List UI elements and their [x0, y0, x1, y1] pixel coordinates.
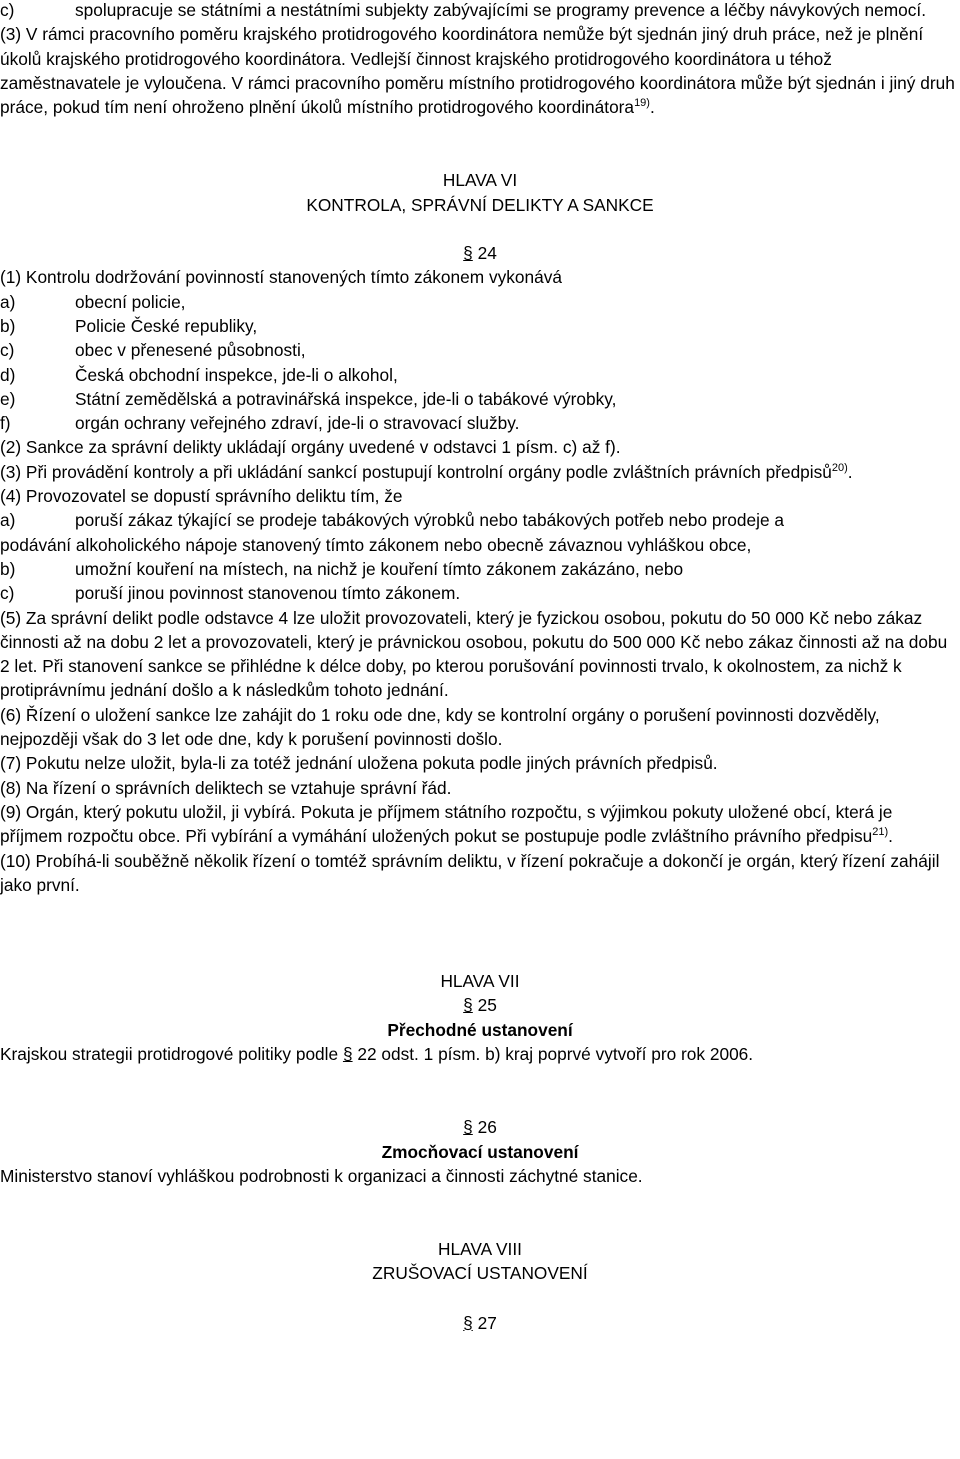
chapter-heading: HLAVA VII — [440, 971, 520, 992]
paragraph-9 — [0, 800, 960, 849]
section-heading — [0, 1311, 960, 1335]
item-label: c) — [0, 0, 15, 20]
paragraph-3b — [0, 460, 960, 484]
section-heading — [0, 1115, 960, 1139]
item-text: Policie České republiky, — [75, 315, 258, 336]
item-label: f) — [0, 413, 11, 434]
section-mark: § — [463, 995, 473, 1016]
section-number: 26 — [472, 1117, 497, 1138]
section-text-part: Krajskou strategii protidrogové politiky podle — [0, 1043, 343, 1064]
paragraph-8: (8) Na řízení o správních deliktech se vztahuje správní řád. — [0, 777, 452, 798]
item-text: Státní zemědělská a potravinářská inspekce, jde-li o tabákové výrobky, — [75, 388, 617, 409]
section-heading — [0, 241, 960, 265]
paragraph-10: (10) Probíhá-li souběžně několik řízení o tomtéž správním deliktu, v řízení pokračuje a dokončí je orgán, který řízení zahájil jako první. — [0, 850, 940, 895]
item-text: spolupracuje se státními a nestátními subjekty zabývajícími se programy prevence a léčby návykových nemocí. — [75, 0, 927, 20]
item-label: c) — [0, 583, 15, 604]
item-text: obec v přenesené působnosti, — [75, 340, 306, 361]
footnote-ref: 21) — [872, 826, 889, 839]
item-text: poruší jinou povinnost stanovenou tímto zákonem. — [75, 583, 461, 604]
chapter-title: KONTROLA, SPRÁVNÍ DELIKTY A SANKCE — [306, 194, 654, 215]
paragraph-text: (3) Při provádění kontroly a při ukládání sankcí postupují kontrolní orgány podle zvláštních právních předpisů — [0, 461, 832, 482]
item-text: Česká obchodní inspekce, jde-li o alkohol, — [75, 364, 398, 385]
section-text: Ministerstvo stanoví vyhláškou podrobnosti k organizaci a činnosti záchytné stanice. — [0, 1165, 643, 1186]
list-item — [0, 581, 960, 605]
item-continuation: podávání alkoholického nápoje stanovený tímto zákonem nebo obecně závaznou vyhláškou obce, — [0, 534, 752, 555]
paragraph-end: . — [888, 826, 893, 847]
item-label: a) — [0, 291, 16, 312]
item-text: obecní policie, — [75, 291, 186, 312]
paragraph-7: (7) Pokutu nelze uložit, byla-li za totéž jednání uložena pokuta podle jiných právních předpisů. — [0, 753, 718, 774]
item-label: b) — [0, 315, 16, 336]
section-number: 27 — [472, 1312, 497, 1333]
list-item — [0, 338, 960, 362]
item-text: umožní kouření na místech, na nichž je kouření tímto zákonem zakázáno, nebo — [75, 558, 684, 579]
section-mark: § — [463, 1117, 473, 1138]
chapter-title: ZRUŠOVACÍ USTANOVENÍ — [372, 1263, 588, 1284]
item-label: d) — [0, 364, 16, 385]
paragraph-text: (9) Orgán, který pokutu uložil, ji vybírá. Pokuta je příjmem státního rozpočtu, s výjimkou pokuty uložené obcí, která je příjmem rozpočtu obce. Při vybírání a vymáhání uložených pokut se postupuje podle zvláštního právního předpisu — [0, 801, 893, 847]
paragraph-1: (1) Kontrolu dodržování povinností stanovených tímto zákonem vykonává — [0, 267, 562, 288]
item-text: orgán ochrany veřejného zdraví, jde-li o stravovací služby. — [75, 413, 520, 434]
item-text: poruší zákaz týkající se prodeje tabákových výrobků nebo tabákových potřeb nebo prodeje a — [75, 510, 784, 531]
section-text — [0, 1042, 960, 1066]
section-heading — [0, 993, 960, 1017]
paragraph-3 — [0, 22, 960, 119]
footnote-ref: 19) — [634, 97, 650, 110]
chapter-heading: HLAVA VI — [442, 170, 518, 191]
paragraph-6: (6) Řízení o uložení sankce lze zahájit do 1 roku ode dne, kdy se kontrolní orgány o porušení povinnosti dozvěděly, nejpozději však do 3 let ode dne, kdy k porušení povinnosti došlo. — [0, 704, 880, 750]
chapter-heading: HLAVA VIII — [438, 1239, 522, 1260]
section-text-part: 22 odst. 1 písm. b) kraj poprvé vytvoří pro rok 2006. — [352, 1043, 754, 1064]
section-ref-mark: § — [342, 1043, 353, 1064]
item-label: e) — [0, 388, 16, 409]
paragraph-end: . — [649, 97, 655, 118]
footnote-ref: 20) — [831, 461, 848, 474]
list-item — [0, 411, 960, 435]
paragraph-text: (3) V rámci pracovního poměru krajského protidrogového koordinátora nemůže být sjednán jiný druh práce, než je plnění úkolů krajského protidrogového koordinátora. Vedlejší činnost krajského protidrogového koordinátora u téhož zaměstnavatele je vyloučena. V rámci pracovního poměru místního protidrogového koordinátora může být sjednán i jiný druh práce, pokud tím není ohroženo plnění úkolů místního protidrogového koordinátora — [0, 24, 955, 118]
list-item — [0, 387, 960, 411]
list-item — [0, 314, 960, 338]
section-title: Přechodné ustanovení — [387, 1019, 573, 1040]
section-title: Zmocňovací ustanovení — [381, 1141, 579, 1162]
item-label: a) — [0, 510, 16, 531]
section-mark: § — [463, 1312, 473, 1333]
list-item — [0, 557, 960, 581]
list-item — [0, 363, 960, 387]
section-number: 25 — [472, 995, 497, 1016]
section-number: 24 — [472, 243, 497, 264]
paragraph-5: (5) Za správní delikt podle odstavce 4 lze uložit provozovateli, který je fyzickou osobou, pokutu do 50 000 Kč nebo zákaz činnosti až na dobu 2 let a provozovateli, který je právnickou osobou, pokutu do 500 000 Kč nebo zákaz činnosti až na dobu 2 let. Při stanovení sankce se přihlédne k délce doby, po kterou porušování povinnosti trvalo, k okolnostem, za nichž k protiprávnímu jednání došlo a k následkům tohoto jednání. — [0, 607, 948, 701]
paragraph-end: . — [847, 461, 853, 482]
item-label: c) — [0, 340, 15, 361]
item-label: b) — [0, 558, 16, 579]
paragraph-4: (4) Provozovatel se dopustí správního deliktu tím, že — [0, 486, 403, 507]
list-item — [0, 508, 960, 532]
list-item — [0, 290, 960, 314]
list-item — [0, 0, 960, 22]
section-mark: § — [463, 243, 473, 264]
paragraph-2: (2) Sankce za správní delikty ukládají orgány uvedené v odstavci 1 písm. c) až f). — [0, 437, 621, 458]
